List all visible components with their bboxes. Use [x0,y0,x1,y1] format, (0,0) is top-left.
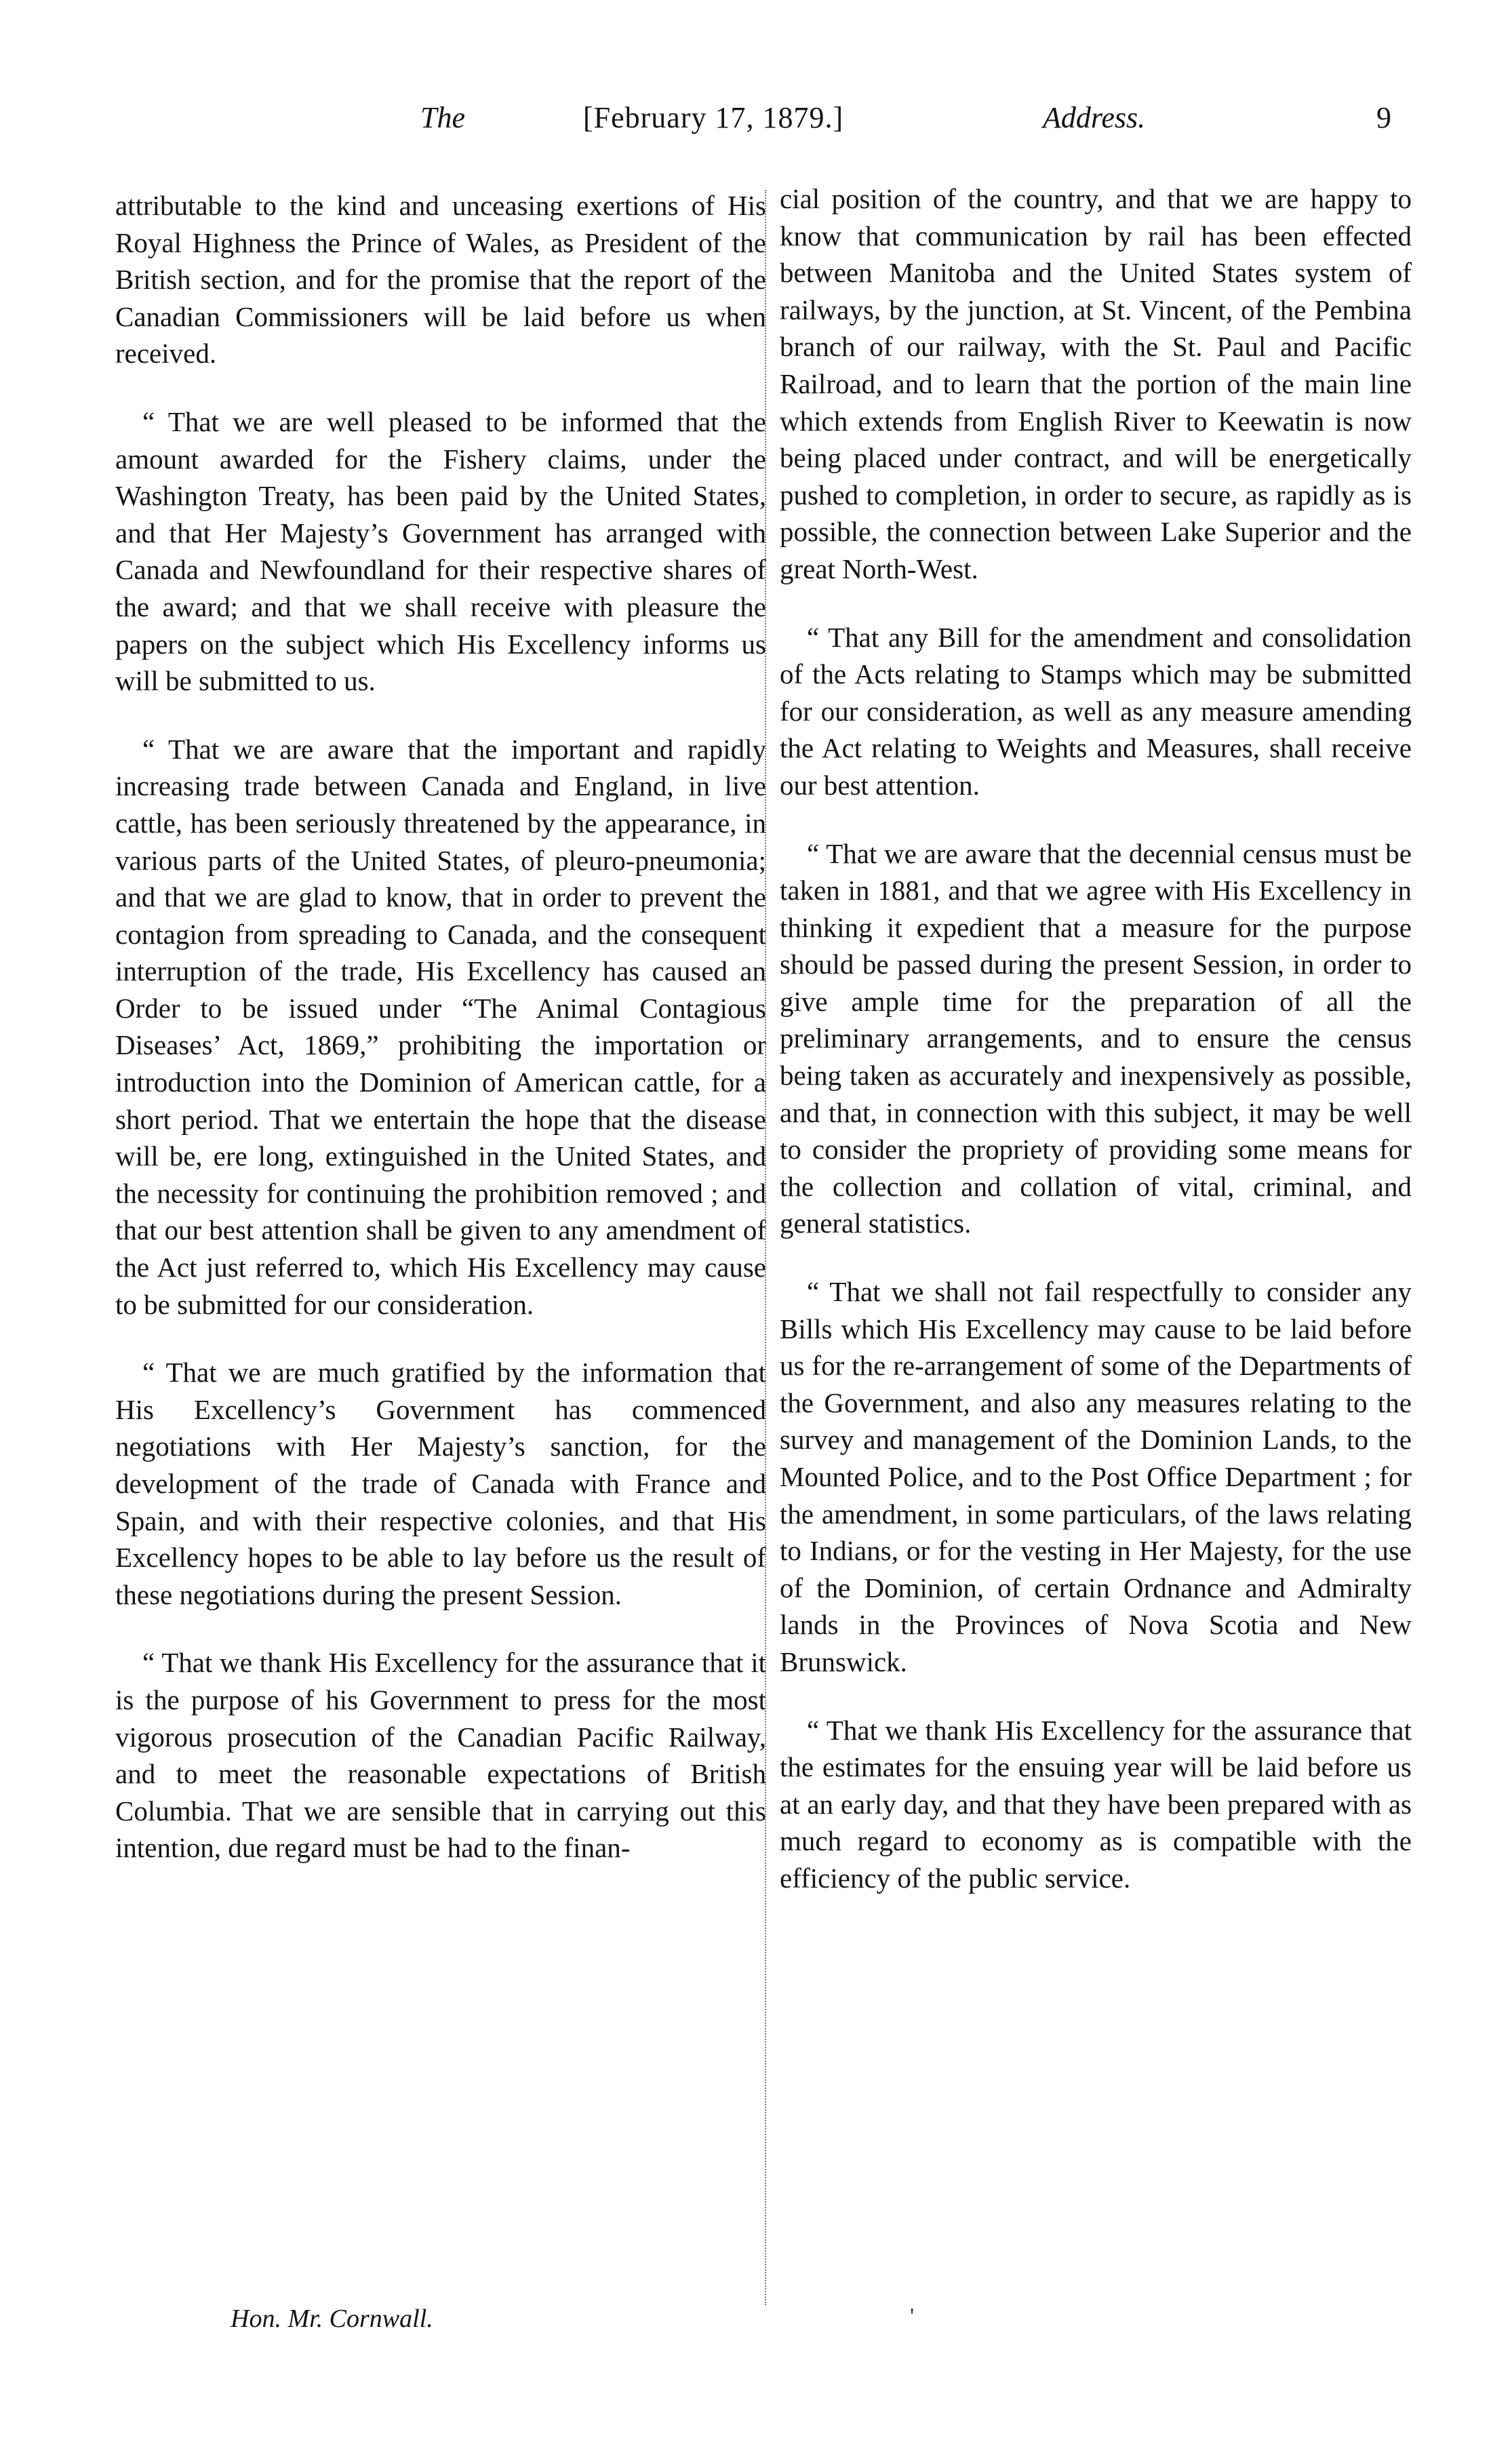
paragraph: “ That we are aware that the important and rapidly increasing trade between Canada and England, in live cattle, has been seriously threatened by the appearance, in various parts of the United States, of pleuro-pneumonia; and that we are glad to know, that in order to prevent the contagion from spreading to Canada, and the consequent interruption of the trade, His Excellency has caused an Order to be issued under “The Animal Contagious Diseases’ Act, 1869,” prohibiting the importation or introduction into the Dominion of American cattle, for a short period. That we entertain the hope that the disease will be, ere long, extinguished in the United States, and the necessity for continuing the prohibition removed ; and that our best attention shall be given to any amendment of the Act just referred to, which His Excellency may cause to be submitted for our consideration. [115,733,766,1320]
left-column [115,187,766,1867]
page-number: 9 [1376,101,1391,134]
paragraph: “ That we thank His Excellency for the assurance that it is the purpose of his Government to press for the most vigorous prosecution of the Canadian Pacific Railway, and to meet the reasonable expectations of British Columbia. That we are sensible that in carrying out this intention, due regard must be had to the finan- [115,1647,766,1864]
paragraph: “ That we shall not fail respectfully to consider any Bills which His Excellency may cause to be laid before us for the re-arrangement of some of the Departments of the Government, and also any measures relating to the survey and management of the Dominion Lands, to the Mounted Police, and to the Post Office Department ; for the amendment, in some particulars, of the laws relating to Indians, or for the vesting in Her Majesty, for the use of the Dominion, of certain Ordnance and Admiralty lands in the Provinces of Nova Scotia and New Brunswick. [780,1276,1412,1677]
paragraph: “ That any Bill for the amendment and consolidation of the Acts relating to Stamps which may be submitted for our consideration, as well as any measure amending the Act relating to Weights and Measures, shall receive our best attention. [780,621,1412,801]
page-header [0,100,1512,148]
right-column [780,180,1412,1897]
speaker-attribution: Hon. Mr. Cornwall. [231,2305,433,2333]
paragraph: “ That we thank His Excellency for the assurance that the estimates for the ensuing year will be laid before us at an early day, and that they have been prepared with as much regard to economy as is compatible with the efficiency of the public service. [780,1714,1412,1894]
paragraph: “ That we are well pleased to be informed that the amount awarded for the Fishery claims, under the Washington Treaty, has been paid by the United States, and that Her Majesty’s Government has arranged with Canada and Newfoundland for their respective shares of the award; and that we shall receive with pleasure the papers on the subject which His Excellency informs us will be submitted to us. [115,405,766,697]
paragraph: cial position of the country, and that we are happy to know that communication by rail has been effected between Manitoba and the United States system of railways, by the junction, at St. Vincent, of the Pembina branch of our railway, with the St. Paul and Pacific Railroad, and to learn that the portion of the main line which extends from English River to Keewatin is now being placed under contract, and will be energetically pushed to completion, in order to secure, as rapidly as is possible, the connection between Lake Superior and the great North-West. [780,183,1412,584]
paragraph: “ That we are aware that the decennial census must be taken in 1881, and that we agree with His Excellency in thinking it expedient that a measure for the purpose should be passed during the present Session, in order to give ample time for the preparation of all the preliminary arrangements, and to ensure the census being taken as accurately and inexpensively as possible, and that, in connection with this subject, it may be well to consider the propriety of providing some means for the collection and collation of vital, criminal, and general statistics. [780,837,1412,1239]
stray-mark: ' [910,2304,915,2329]
paragraph: attributable to the kind and unceasing exertions of His Royal Highness the Prince of Wales, as President of the British section, and for the promise that the report of the Canadian Commissioners will be laid before us when received. [115,190,766,370]
paragraph: “ That we are much gratified by the information that His Excellency’s Government has commenced negotiations with Her Majesty’s sanction, for the development of the trade of Canada with France and Spain, and with their respective colonies, and that His Excellency hopes to be able to lay before us the result of these negotiations during the present Session. [115,1357,766,1610]
header-address: Address. [1043,101,1146,134]
header-date: [February 17, 1879.] [583,101,844,134]
column-divider [765,190,766,2305]
header-the: The [420,101,465,134]
